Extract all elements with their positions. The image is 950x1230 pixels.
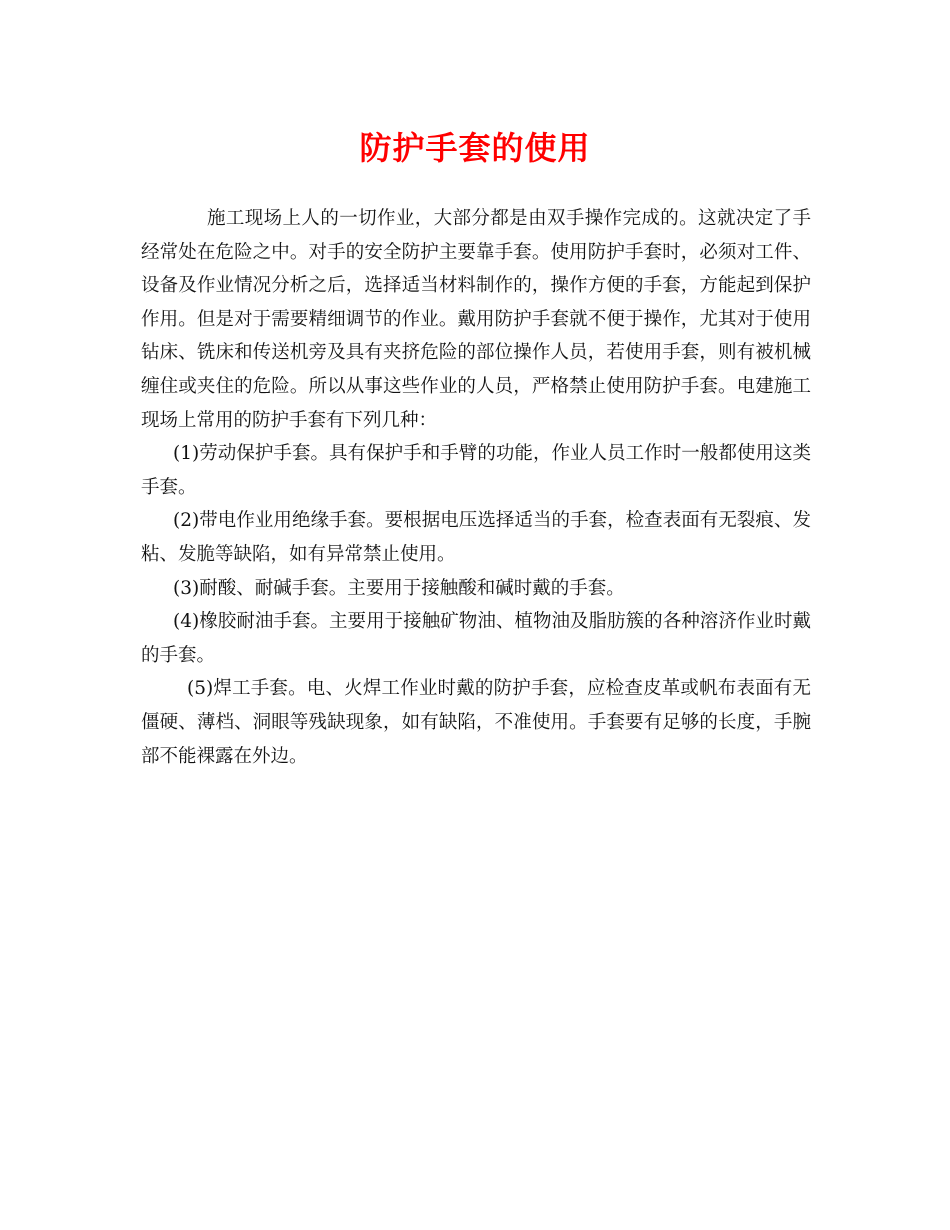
list-item-1: (1)劳动保护手套。具有保护手和手臂的功能，作业人员工作时一般都使用这类手套。 <box>141 443 811 498</box>
intro-paragraph: 施工现场上人的一切作业，大部分都是由双手操作完成的。这就决定了手经常处在危险之中。对手的安全防护主要靠手套。使用防护手套时，必须对工件、设备及作业情况分析之后，选择适当材料制作的，操作方便的手套，方能起到保护作用。但是对于需要精细调节的作业。戴用防护手套就不便于操作，尤其对于使用钻床、铣床和传送机旁及具有夹挤危险的部位操作人员，若使用手套，则有被机械缠住或夹住的危险。所以从事这些作业的人员，严格禁止使用防护手套。电建施工现场上常用的防护手套有下列几种： <box>141 208 811 431</box>
list-item-3: (3)耐酸、耐碱手套。主要用于接触酸和碱时戴的手套。 <box>173 577 625 599</box>
list-item-4: (4)橡胶耐油手套。主要用于接触矿物油、植物油及脂肪簇的各种溶济作业时戴的手套。 <box>141 611 811 666</box>
list-item-2: (2)带电作业用绝缘手套。要根据电压选择适当的手套，检查表面有无裂痕、发粘、发脆等缺陷，如有异常禁止使用。 <box>141 510 811 565</box>
list-item-5: (5)焊工手套。电、火焊工作业时戴的防护手套，应检查皮革或帆布表面有无僵硬、薄档、洞眼等残缺现象，如有缺陷，不准使用。手套要有足够的长度，手腕部不能裸露在外边。 <box>141 678 811 767</box>
page-title: 防护手套的使用 <box>359 129 591 167</box>
document-body <box>141 202 811 773</box>
